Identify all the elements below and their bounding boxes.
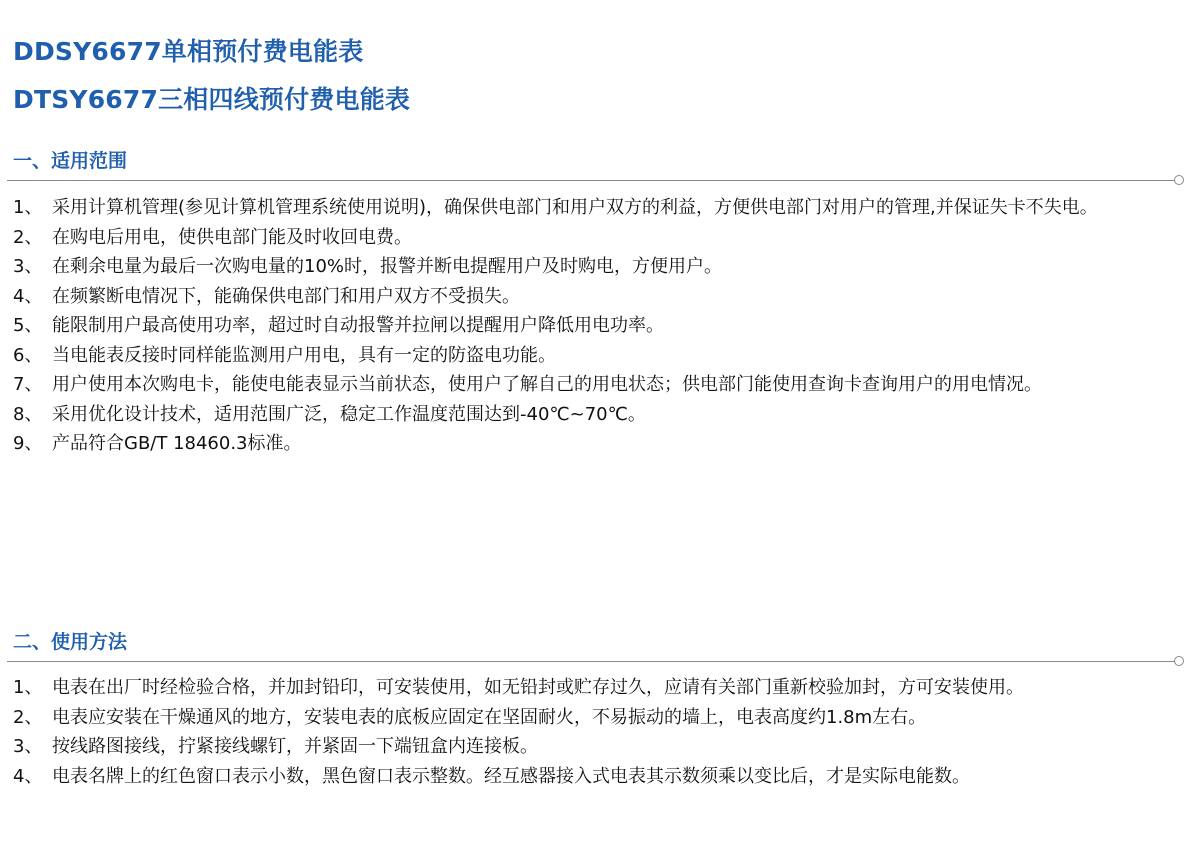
section-divider-usage <box>7 661 1175 662</box>
section-heading-usage: 二、使用方法 <box>13 631 128 653</box>
item-text: 电表名牌上的红色窗口表示小数，黑色窗口表示整数。经互感器接入式电表其示数须乘以变比后，才是实际电能数。 <box>52 765 970 787</box>
item-number: 2、 <box>13 706 43 728</box>
item-text: 在剩余电量为最后一次购电量的10%时，报警并断电提醒用户及时购电，方便用户。 <box>52 256 723 277</box>
item-text: 在购电后用电，使供电部门能及时收回电费。 <box>52 226 412 248</box>
list-item <box>13 400 1193 430</box>
list-item <box>13 341 1193 371</box>
list-item <box>13 703 1193 733</box>
usage-list <box>13 673 1193 791</box>
item-number: 2、 <box>13 226 43 248</box>
list-item <box>13 673 1193 703</box>
item-text: 按线路图接线，拧紧接线螺钉，并紧固一下端钮盒内连接板。 <box>52 736 538 757</box>
divider-end-circle-icon <box>1174 175 1184 185</box>
item-text: 在频繁断电情况下，能确保供电部门和用户双方不受损失。 <box>52 285 520 307</box>
item-number: 3、 <box>13 736 43 757</box>
item-number: 9、 <box>13 433 43 454</box>
item-text: 用户使用本次购电卡，能使电能表显示当前状态，使用户了解自己的用电状态；供电部门能使用查询卡查询用户的用电情况。 <box>52 374 1042 395</box>
item-text: 当电能表反接时同样能监测用户用电，具有一定的防盗电功能。 <box>52 344 556 366</box>
item-text: 采用优化设计技术，适用范围广泛，稳定工作温度范围达到-40℃~70℃。 <box>52 403 646 425</box>
list-item <box>13 762 1193 792</box>
item-text: 电表应安装在干燥通风的地方，安装电表的底板应固定在坚固耐火，不易振动的墙上，电表高度约1.8m左右。 <box>52 706 927 728</box>
section-divider-scope <box>7 180 1175 181</box>
item-number: 3、 <box>13 256 43 277</box>
list-item <box>13 282 1193 312</box>
item-text: 产品符合GB/T 18460.3标准。 <box>52 433 302 454</box>
item-number: 7、 <box>13 374 43 395</box>
item-number: 1、 <box>13 677 43 698</box>
item-number: 4、 <box>13 285 43 307</box>
list-item <box>13 252 1193 282</box>
item-number: 4、 <box>13 765 43 787</box>
list-item <box>13 223 1193 253</box>
section-heading-scope: 一、适用范围 <box>13 150 128 172</box>
item-number: 1、 <box>13 197 43 218</box>
item-text: 能限制用户最高使用功率，超过时自动报警并拉闸以提醒用户降低用电功率。 <box>52 315 664 336</box>
list-item <box>13 732 1193 762</box>
document-title-single-phase: DDSY6677单相预付费电能表 <box>13 37 364 66</box>
item-number: 6、 <box>13 344 43 366</box>
list-item <box>13 311 1193 341</box>
item-text: 采用计算机管理(参见计算机管理系统使用说明)，确保供电部门和用户双方的利益，方便供电部门对用户的管理,并保证失卡不失电。 <box>52 197 1098 218</box>
item-number: 8、 <box>13 403 43 425</box>
item-number: 5、 <box>13 315 43 336</box>
list-item <box>13 429 1193 459</box>
divider-end-circle-icon <box>1174 656 1184 666</box>
document-title-three-phase: DTSY6677三相四线预付费电能表 <box>13 85 411 114</box>
scope-list <box>13 193 1193 459</box>
list-item <box>13 370 1193 400</box>
list-item <box>13 193 1193 223</box>
item-text: 电表在出厂时经检验合格，并加封铅印，可安装使用，如无铅封或贮存过久，应请有关部门重新校验加封，方可安装使用。 <box>52 677 1024 698</box>
